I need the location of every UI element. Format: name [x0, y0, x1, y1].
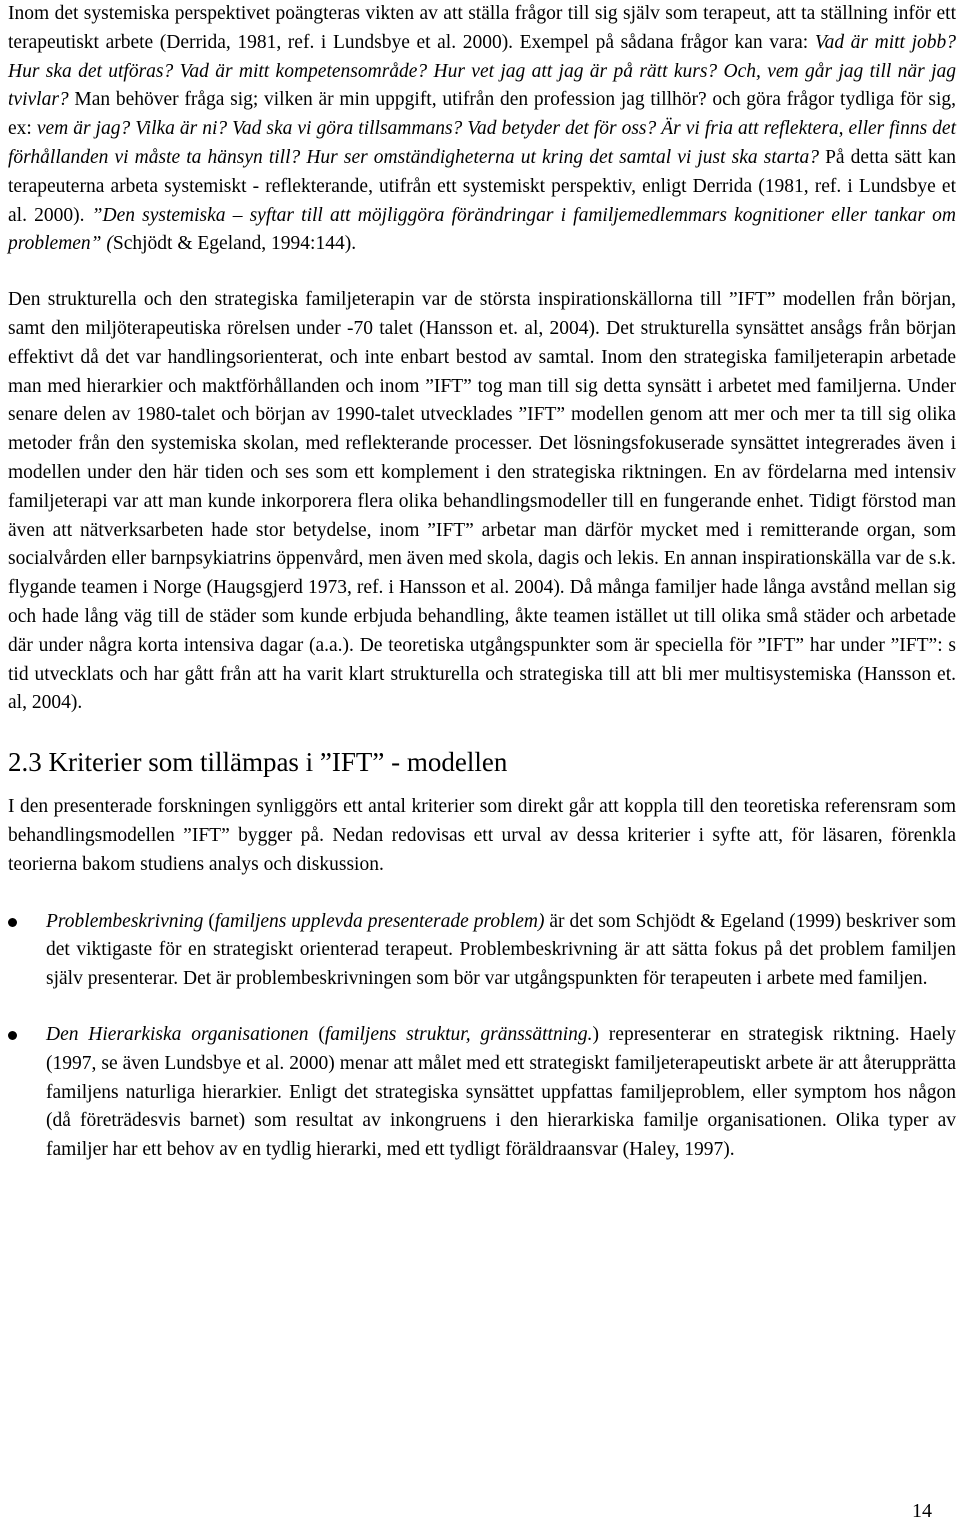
- text-run: ) representerar en strategisk riktning. Haely (1997, se även Lundsbye et al. 2000) menar att målet med ett strategiskt familjeterapeutiskt arbete är att återupprätta familjens naturliga hierarkier. Enligt det strategiska synsättet uppfattas familjeproblem, eller symptom hos någon (då företrädesvis barnet) som resultat av inkongruens i den hierarkiska familje organisationen. Olika typer av familjer har ett behov av en tydlig hierarki, med ett tydligt föräldraansvar (Haley, 1997).: [46, 1023, 956, 1161]
- bullet-icon: [8, 1031, 17, 1040]
- list-item-problembeskrivning: [8, 908, 956, 994]
- paragraph-systemic-questions: [8, 0, 956, 259]
- criteria-list: [8, 908, 956, 1165]
- text-run-italic: Vad är mitt jobb? Hur ska det utföras? Vad är mitt kompetensområde? Hur vet jag att jag är på rätt kurs? Och, vem går jag till när jag tvivlar?: [8, 31, 956, 111]
- text-run-italic: Den Hierarkiska organisationen: [46, 1023, 309, 1045]
- text-run: är det som Schjödt & Egeland (1999) beskriver som det viktigaste för en strategiskt orienterad terapeut. Problembeskrivning är att sätta fokus på det problem familjen själv presenterar. Det är problembeskrivningen som bör var utgångspunkten för terapeuten i arbete med familjen.: [46, 910, 956, 990]
- text-run: Schjödt & Egeland, 1994:144).: [112, 233, 357, 255]
- page-number: 14: [912, 1500, 932, 1522]
- text-run: (: [308, 1023, 325, 1045]
- text-run: (: [203, 910, 215, 932]
- text-run-italic: ”Den systemiska – syftar till att möjliggöra förändringar i familjemedlemmars kognitioner eller tankar om problemen” (: [8, 204, 956, 255]
- paragraph-criteria-intro: I den presenterade forskningen synliggörs ett antal kriterier som direkt går att koppla till den teoretiska referensram som behandlingsmodellen ”IFT” bygger på. Nedan redovisas ett urval av dessa kriterier i syfte att, för läsaren, förenkla teorierna bakom studiens analys och diskussion.: [8, 796, 956, 875]
- text-run-italic: Problembeskrivning: [46, 910, 204, 932]
- text-run: Man behöver fråga sig; vilken är min uppgift, utifrån den profession jag tillhör? och göra frågor tydliga för sig, ex:: [8, 89, 956, 140]
- list-item-hierarkiska-organisationen: [8, 1021, 956, 1165]
- document-page: [8, 0, 956, 1192]
- text-run: På detta sätt kan terapeuterna arbeta systemiskt - reflekterande, utifrån ett systemiskt perspektiv, enligt Derrida (1981, ref. i Lundsbye et al. 2000).: [8, 146, 956, 226]
- paragraph-inspiration-sources: Den strukturella och den strategiska familjeterapin var de största inspirationskällorna till ”IFT” modellen från början, samt den miljöterapeutiska rörelsen under -70 talet (Hansson et. al, 2004). Det strukturella synsättet ansågs från början effektivt då det var handlingsorienterat, och inte enbart bestod av samtal. Inom den strategiska familjeterapin arbetade man med hierarkier och maktförhållanden och inom ”IFT” tog man till sig detta synsätt i arbetet med familjerna. Under senare delen av 1980-talet och början av 1990-talet utvecklades ”IFT” modellen genom att mer och mer ta till sig olika metoder från den systemiska skolan, med reflekterande processer. Det lösningsfokuserade synsättet integrerades även i modellen under den här tiden och ses som ett komplement i den strategiska riktningen. En av fördelarna med intensiv familjeterapi var att man kunde inkorporera flera olika behandlingsmodeller till en fungerande enhet. Tidigt förstod man även att nätverksarbeten hade stor betydelse, inom ”IFT” arbetar man därför mycket med i remitterande organ, som socialvården eller barnpsykiatrins öppenvård, men även med skola, dagis och lekis. En annan inspirationskälla var de s.k. flygande teamen i Norge (Haugsgjerd 1973, ref. i Hansson et al. 2004). Då många familjer hade långa avstånd mellan sig och hade lång väg till de städer som kunde erbjuda behandling, åkte teamen istället ut till olika små städer och arbetade där under några korta intensiva dagar (a.a.). De teoretiska utgångspunkter som är speciella för ”IFT” har under ”IFT”: s tid utvecklats och har gått från att ha varit klart strukturella och strategiska till att bli mer multisystemiska (Hansson et. al, 2004).: [8, 289, 956, 714]
- text-run-italic: familjens upplevda presenterade problem): [214, 910, 545, 932]
- section-heading: 2.3 Kriterier som tillämpas i ”IFT” - modellen: [8, 747, 508, 778]
- text-run-italic: familjens struktur, gränssättning.: [324, 1023, 593, 1045]
- text-run-italic: vem är jag? Vilka är ni? Vad ska vi göra tillsammans? Vad betyder det för oss? Är vi fria att reflektera, eller finns det förhållanden vi måste ta hänsyn till? Hur ser omständigheterna ut kring det samtal vi just ska starta?: [8, 118, 956, 168]
- bullet-icon: [8, 918, 17, 927]
- text-run: Inom det systemiska perspektivet poängteras vikten av att ställa frågor till sig själv som terapeut, att ta ställning inför ett terapeutiskt arbete (Derrida, 1981, ref. i Lundsbye et al. 2000). Exempel på sådana frågor kan vara:: [8, 3, 956, 53]
